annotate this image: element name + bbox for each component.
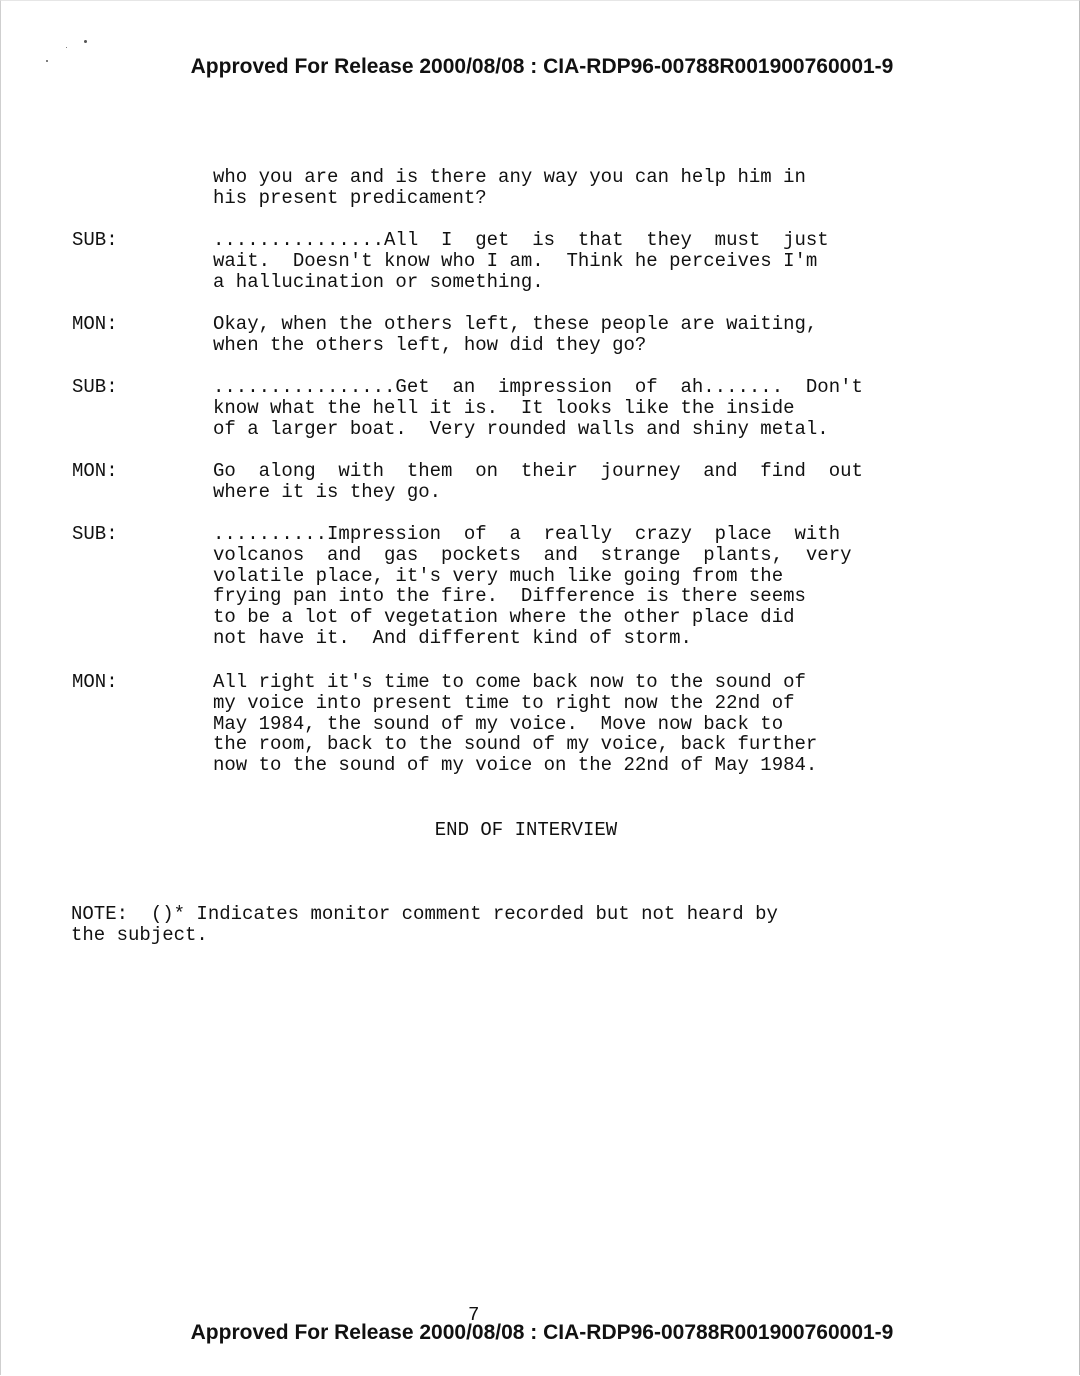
text-line: the room, back to the sound of my voice, back further xyxy=(213,733,818,756)
text-line: his present predicament? xyxy=(213,186,487,209)
scan-speck xyxy=(84,40,87,43)
text-line: who you are and is there any way you can help him in xyxy=(213,166,806,188)
text-line: my voice into present time to right now the 22nd of xyxy=(213,691,795,714)
speaker-label: SUB: xyxy=(72,376,118,398)
text-line: wait. Doesn't know who I am. Think he perceives I'm xyxy=(213,249,818,272)
scan-speck xyxy=(66,47,67,48)
speaker-label: MON: xyxy=(72,313,118,335)
text-line: Go along with them on their journey and find out xyxy=(213,460,863,482)
text-line: NOTE: ()* Indicates monitor comment recorded but not heard by xyxy=(71,903,778,925)
text-line: when the others left, how did they go? xyxy=(213,333,647,356)
utterance xyxy=(213,461,903,503)
text-line: of a larger boat. Very rounded walls and shiny metal. xyxy=(213,417,829,440)
text-line: know what the hell it is. It looks like the inside xyxy=(213,396,795,419)
page-number: 7 xyxy=(468,1304,480,1326)
text-line: not have it. And different kind of storm. xyxy=(213,626,692,649)
text-line: Okay, when the others left, these people are waiting, xyxy=(213,313,818,335)
utterance xyxy=(213,377,903,439)
text-line: the subject. xyxy=(71,923,208,946)
text-line: to be a lot of vegetation where the other place did xyxy=(213,606,795,629)
speaker-label: MON: xyxy=(72,460,118,482)
text-line: a hallucination or something. xyxy=(213,270,544,293)
utterance xyxy=(213,230,903,292)
utterance xyxy=(213,672,903,776)
text-line: ...............All I get is that they must just xyxy=(213,229,829,251)
note-block xyxy=(71,904,891,946)
text-line: volatile place, it's very much like going from the xyxy=(213,564,784,587)
text-line: frying pan into the fire. Difference is there seems xyxy=(213,585,806,608)
speaker-label: SUB: xyxy=(72,523,118,545)
release-stamp-bottom: Approved For Release 2000/08/08 : CIA-RDP96-00788R001900760001-9 xyxy=(190,1321,894,1344)
speaker-label: SUB: xyxy=(72,229,118,251)
continued-text xyxy=(213,167,903,209)
text-line: volcanos and gas pockets and strange plants, very xyxy=(213,543,852,566)
text-line: ................Get an impression of ah....... Don't xyxy=(213,376,863,398)
end-marker-text: END OF INTERVIEW xyxy=(434,819,618,841)
text-line: now to the sound of my voice on the 22nd of May 1984. xyxy=(213,754,818,777)
utterance xyxy=(213,314,903,356)
utterance xyxy=(213,524,903,649)
release-stamp-top: Approved For Release 2000/08/08 : CIA-RDP96-00788R001900760001-9 xyxy=(190,55,894,78)
text-line: where it is they go. xyxy=(213,480,442,503)
text-line: May 1984, the sound of my voice. Move now back to xyxy=(213,712,784,735)
text-line: All right it's time to come back now to the sound of xyxy=(213,671,806,693)
speaker-label: MON: xyxy=(72,671,118,693)
end-of-interview-heading xyxy=(0,820,1080,841)
text-line: ..........Impression of a really crazy place with xyxy=(213,523,841,545)
